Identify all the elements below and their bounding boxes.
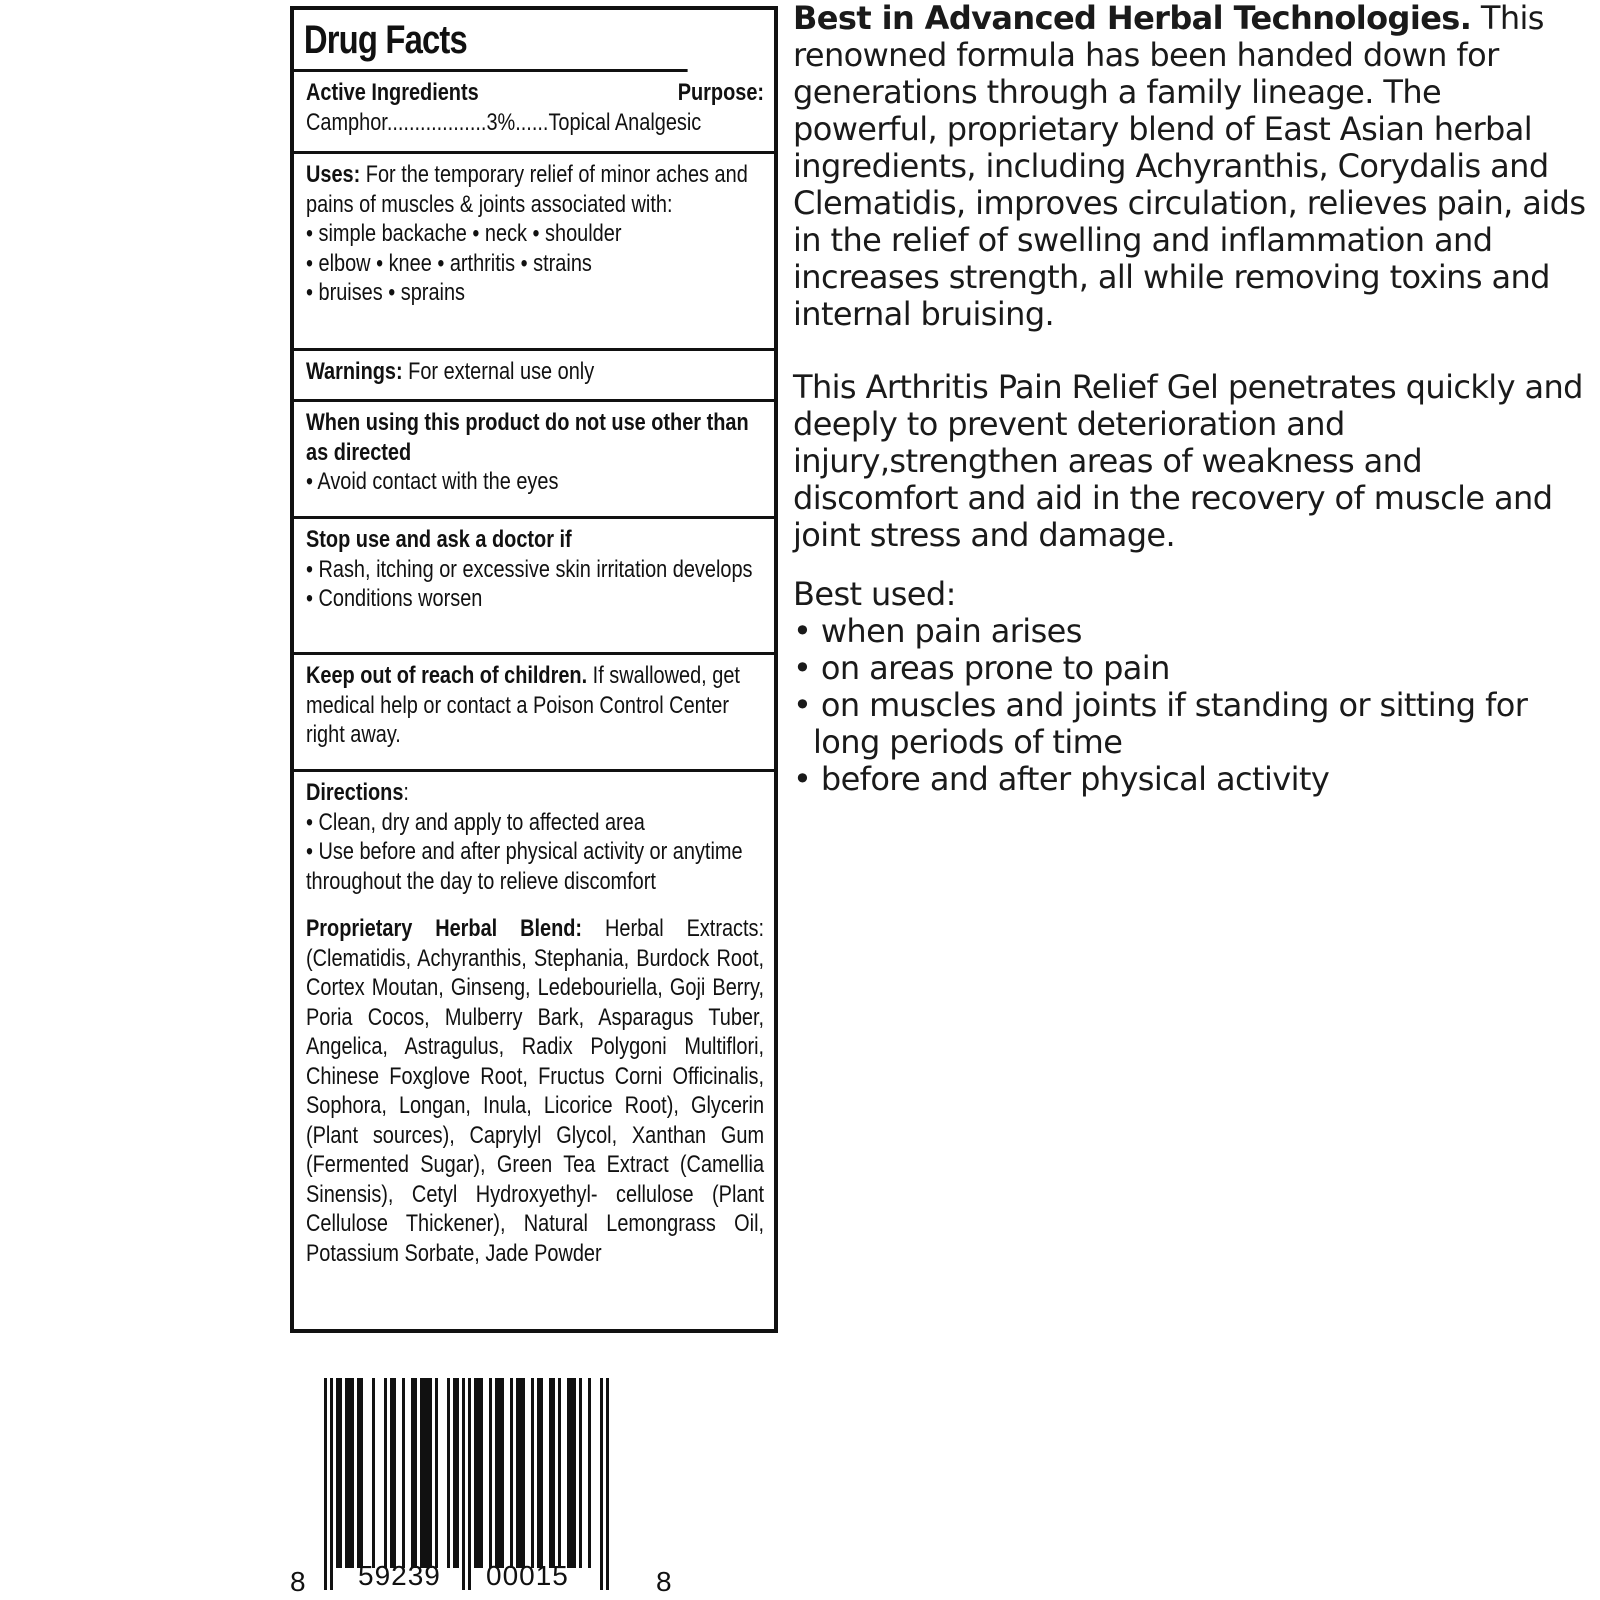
barcode-group-2: 00015 xyxy=(486,1560,569,1591)
description-text-1: This renowned formula has been handed down for generations through a family lineage. The powerful, proprietary blend of East Asian herbal ingredients, including Achyranthis, Corydalis and Clematidis, improves circulation, relieves pain, aids in the relief of swelling and inflammation and increases strength, all while removing toxins and internal bruising. xyxy=(793,0,1586,333)
best-used-item: • before and after physical activity xyxy=(793,761,1593,798)
barcode-bar xyxy=(552,1378,555,1568)
barcode-bar xyxy=(411,1378,414,1568)
active-ingredients-section xyxy=(294,72,774,154)
active-ingredients-label: Active Ingredients xyxy=(306,79,479,106)
barcode-bar xyxy=(558,1378,561,1568)
description-paragraph-2: This Arthritis Pain Relief Gel penetrates quickly and deeply to prevent deterioration and injury,strengthen areas of weakness and discomfort and aid in the recovery of muscle and joint stress and damage. xyxy=(793,368,1583,554)
barcode-bar xyxy=(426,1378,429,1568)
uses-section xyxy=(294,154,774,351)
barcode-bar xyxy=(519,1378,522,1568)
best-used-item: • on muscles and joints if standing or sitting for long periods of time xyxy=(793,687,1593,761)
best-used-label: Best used: xyxy=(793,575,956,613)
directions-bullet: • Use before and after physical activity or anytime throughout the day to relieve discomfort xyxy=(306,838,743,895)
barcode-group-1: 59239 xyxy=(358,1560,441,1591)
drug-facts-panel xyxy=(290,6,778,1333)
directions-label: Directions xyxy=(306,779,404,806)
barcode-bar xyxy=(474,1378,477,1568)
stop-use-section xyxy=(294,519,774,655)
barcode-bar xyxy=(489,1378,492,1568)
ingredient-line: Camphor..................3%......Topical Analgesic xyxy=(306,108,702,136)
description-lead: Best in Advanced Herbal Technologies. xyxy=(793,0,1472,37)
uses-bullet: • simple backache • neck • shoulder xyxy=(306,220,622,247)
when-using-section xyxy=(294,402,774,519)
barcode-bar xyxy=(480,1378,483,1568)
barcode-bar xyxy=(360,1378,363,1568)
stop-use-bullet: • Conditions worsen xyxy=(306,585,483,612)
barcode-bar xyxy=(498,1378,501,1568)
barcode-bar xyxy=(414,1378,417,1568)
barcode-bar xyxy=(579,1378,582,1568)
barcode-bar xyxy=(372,1378,375,1568)
when-using-bullet: • Avoid contact with the eyes xyxy=(306,468,559,495)
directions-colon: : xyxy=(403,779,409,806)
warnings-text: For external use only xyxy=(402,358,595,385)
barcode-bar xyxy=(531,1378,534,1568)
warnings-label: Warnings: xyxy=(306,358,403,385)
best-used-list xyxy=(793,613,1593,798)
barcode-bar xyxy=(447,1378,450,1568)
barcode-bar xyxy=(345,1378,348,1568)
warnings-section xyxy=(294,351,774,402)
barcode-bar xyxy=(510,1378,513,1568)
best-used-item: • when pain arises xyxy=(793,613,1593,650)
keep-out-section xyxy=(294,655,774,772)
drug-facts-title: Drug Facts xyxy=(294,10,688,72)
barcode-bar xyxy=(477,1378,480,1568)
uses-bullet: • bruises • sprains xyxy=(306,279,465,306)
uses-text: For the temporary relief of minor aches and pains of muscles & joints associated with: xyxy=(306,161,748,218)
herbal-blend xyxy=(306,914,764,1268)
stop-use-bullet: • Rash, itching or excessive skin irritation develops xyxy=(306,555,753,583)
barcode-bar xyxy=(435,1378,438,1568)
barcode-bar xyxy=(453,1378,456,1568)
barcode-bar xyxy=(330,1378,333,1590)
barcode-bar xyxy=(573,1378,576,1568)
description-paragraph-1 xyxy=(793,0,1593,333)
herbal-blend-text: Herbal Extracts: (Clematidis, Achyranthis, Stephania, Burdock Root, Cortex Moutan, Ginseng, Ledebouriella, Goji Berry, Poria Cocos, Mulberry Bark, Asparagus Tuber, Angelica, Astragulus, Radix Polygoni Multiflori, Chinese Foxglove Root, Fructus Corni Officinalis, Sophora, Longan, Inula, Licorice Root), Glycerin (Plant sources), Caprylyl Glycol, Xanthan Gum (Fermented Sugar), Green Tea Extract (Camellia Sinensis), Cetyl Hydroxyethyl- cellulose (Plant Cellulose Thickener), Natural Lemongrass Oil, Potassium Sorbate, Jade Powder xyxy=(306,915,765,1267)
barcode-bar xyxy=(423,1378,426,1568)
herbal-blend-label: Proprietary Herbal Blend: xyxy=(306,915,583,942)
barcode-bar xyxy=(339,1378,342,1568)
barcode-bar xyxy=(357,1378,360,1568)
uses-bullet: • elbow • knee • arthritis • strains xyxy=(306,249,592,277)
barcode-bar xyxy=(462,1378,465,1590)
purpose-label: Purpose: xyxy=(677,79,765,106)
directions-bullet: • Clean, dry and apply to affected area xyxy=(306,808,645,836)
barcode-bar xyxy=(402,1378,405,1568)
barcode-bar xyxy=(600,1378,603,1590)
barcode-bar xyxy=(516,1378,519,1568)
barcode-bar xyxy=(501,1378,504,1568)
barcode-bar xyxy=(348,1378,351,1568)
barcode-bar xyxy=(588,1378,591,1568)
barcode-bar xyxy=(495,1378,498,1568)
barcode-check-digit: 8 xyxy=(656,1566,672,1597)
barcode-bar xyxy=(351,1378,354,1568)
stop-use-label: Stop use and ask a doctor if xyxy=(306,526,572,553)
uses-label: Uses: xyxy=(306,161,361,188)
barcode-bar xyxy=(384,1378,387,1568)
barcode-bar xyxy=(549,1378,552,1568)
product-description xyxy=(793,0,1593,798)
barcode-bar xyxy=(429,1378,432,1568)
barcode-bar xyxy=(468,1378,471,1590)
barcode-bar xyxy=(456,1378,459,1568)
best-used-block xyxy=(793,576,1593,798)
barcode-bar xyxy=(606,1378,609,1590)
barcode-bar xyxy=(324,1378,327,1590)
directions-section xyxy=(294,772,774,1274)
keep-out-label: Keep out of reach of children. xyxy=(306,662,588,689)
barcode-bar xyxy=(537,1378,540,1568)
barcode xyxy=(290,1378,690,1600)
barcode-bar xyxy=(567,1378,570,1568)
barcode-bar xyxy=(390,1378,393,1568)
barcode-bar xyxy=(540,1378,543,1568)
barcode-lead-digit: 8 xyxy=(290,1566,306,1597)
barcode-bar xyxy=(420,1378,423,1568)
barcode-bar xyxy=(336,1378,339,1568)
barcode-bar xyxy=(393,1378,396,1568)
barcode-bar xyxy=(570,1378,573,1568)
best-used-item: • on areas prone to pain xyxy=(793,650,1593,687)
keep-out-text: If swallowed, get medical help or contact a Poison Control Center right away. xyxy=(306,662,740,748)
when-using-label: When using this product do not use other than as directed xyxy=(306,409,749,466)
barcode-bar xyxy=(522,1378,525,1568)
